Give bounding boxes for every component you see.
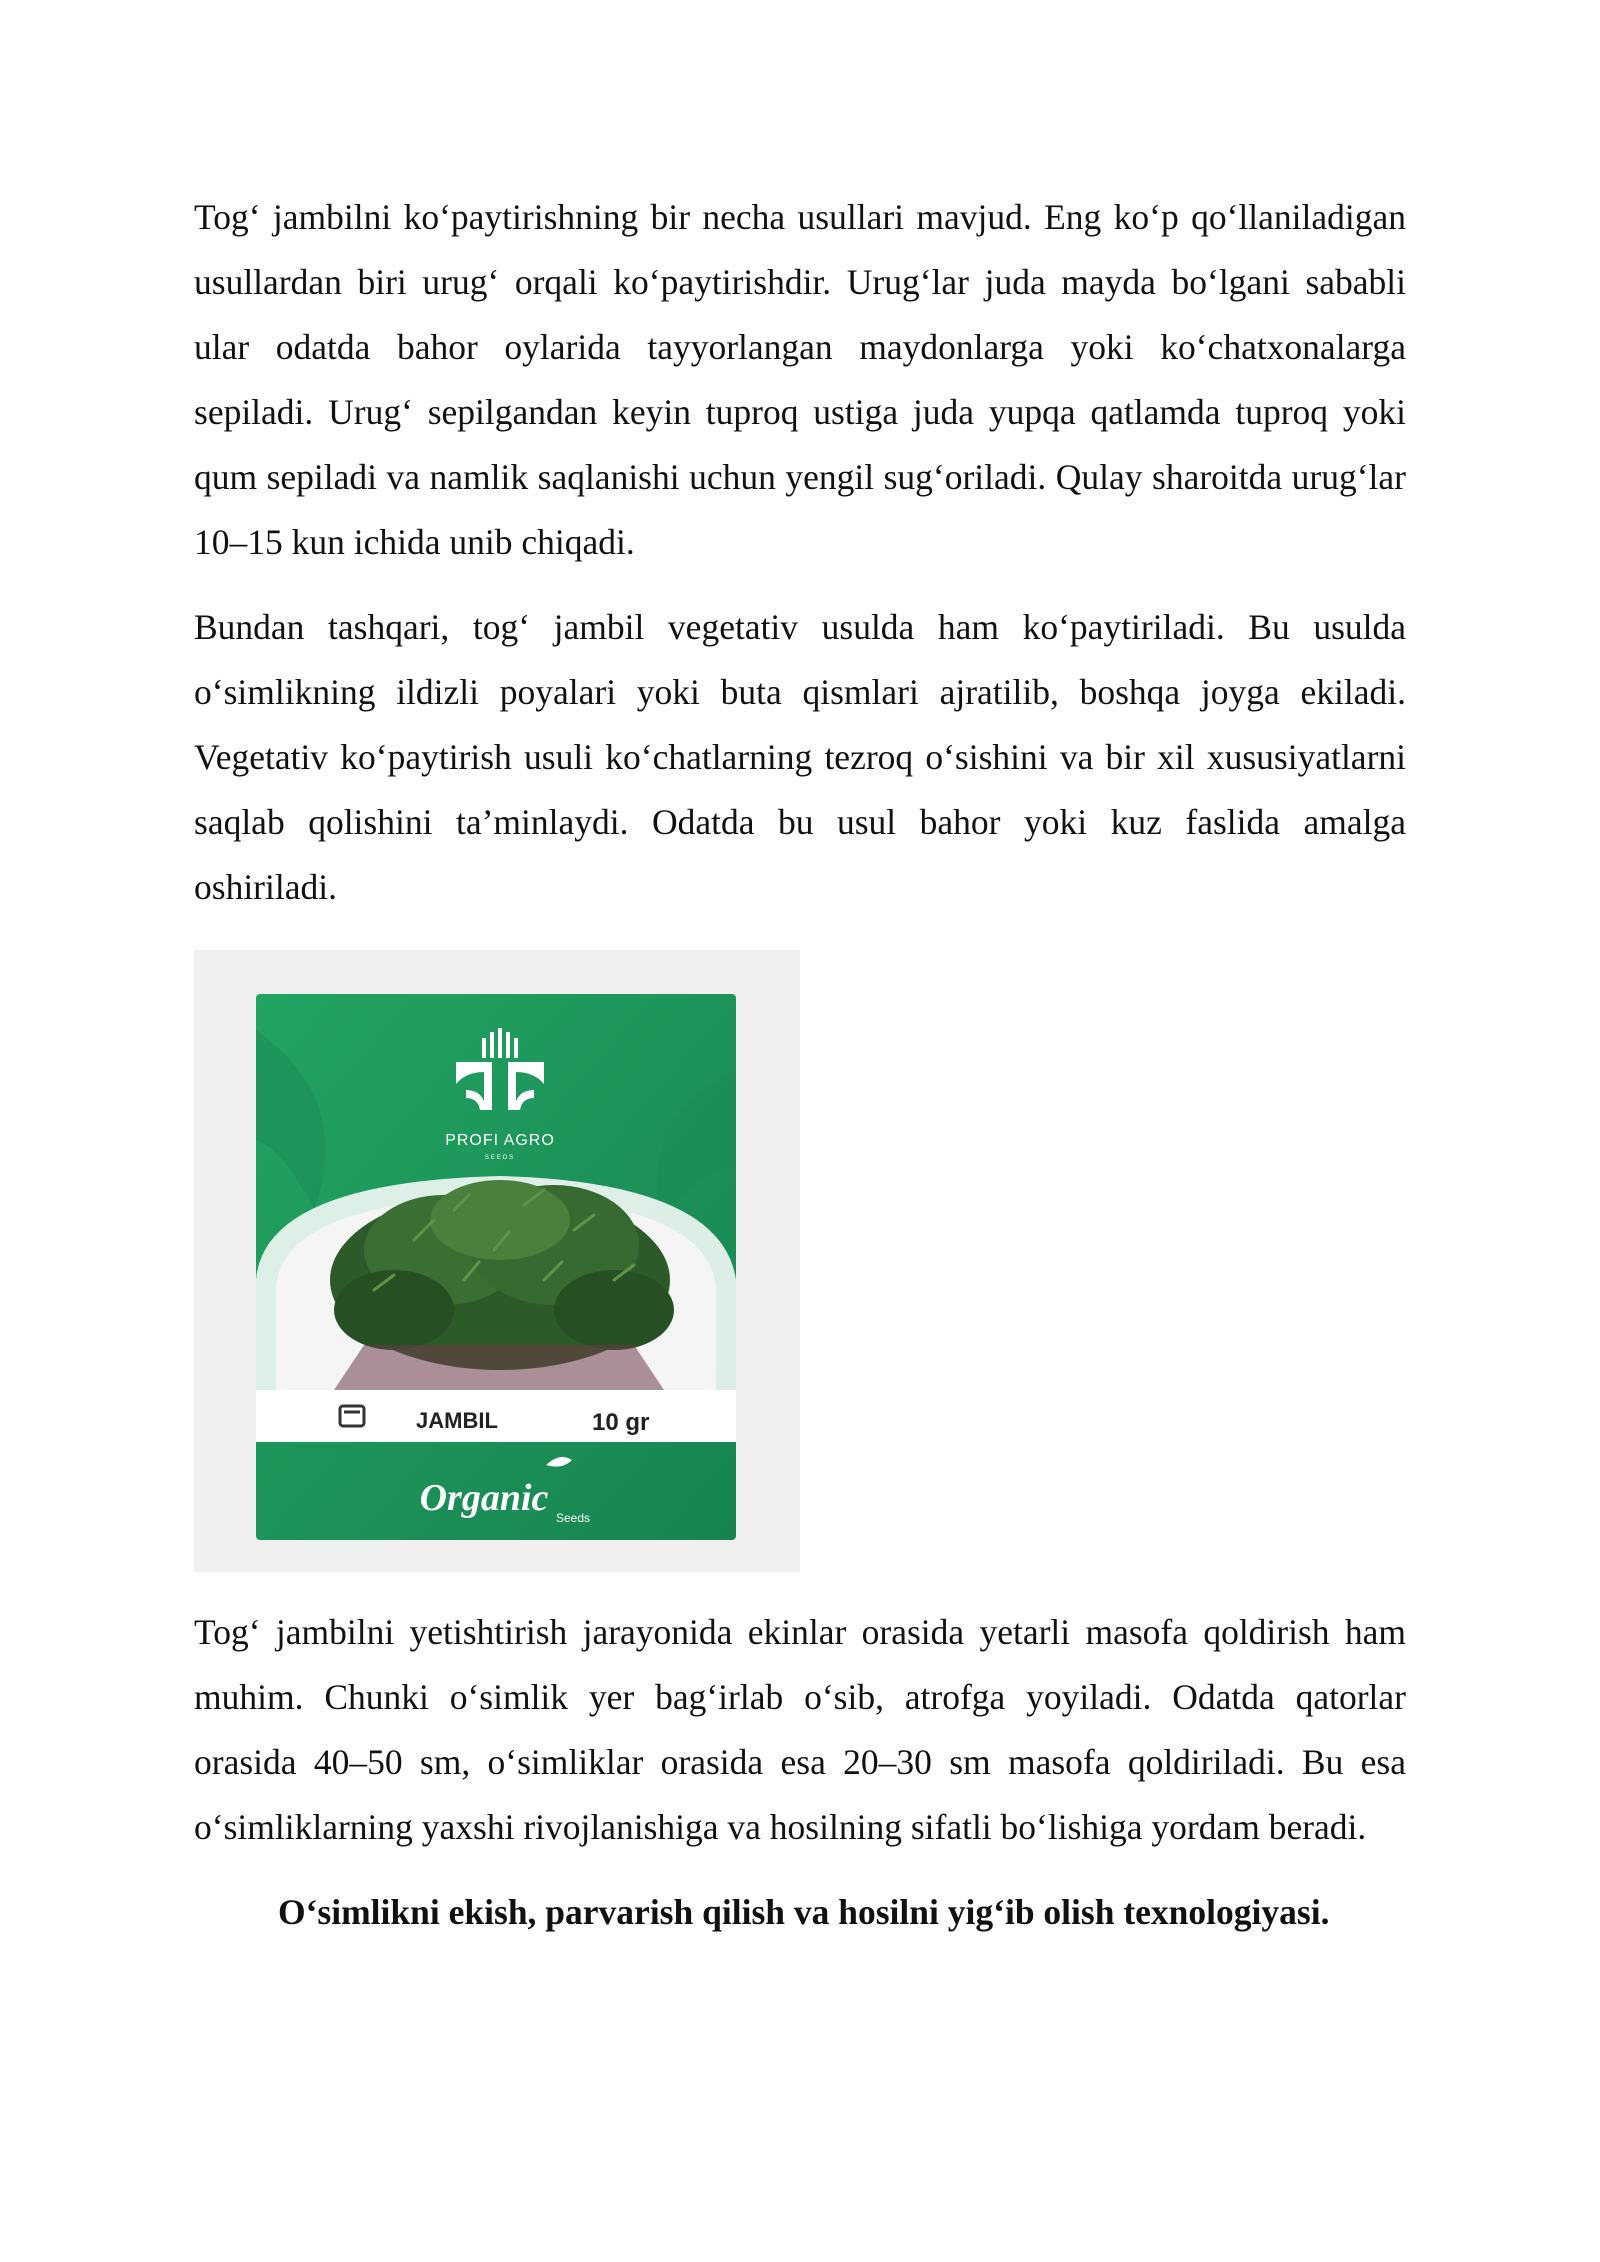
product-weight: 10 gr — [592, 1409, 650, 1436]
organic-sub-label: Seeds — [556, 1511, 591, 1525]
seed-packet-illustration — [194, 950, 800, 1572]
organic-logo: Organic — [419, 1477, 549, 1519]
brand-label: PROFI AGRO — [445, 1132, 555, 1149]
document-page — [194, 185, 1406, 1945]
paragraph-propagation-vegetative: Bundan tashqari, tog‘ jambil vegetativ usulda ham ko‘paytiriladi. Bu usulda o‘simlikning ildizli poyalari yoki buta qismlari ajratilib, boshqa joyga ekiladi. Vegetativ ko‘paytirish usuli ko‘chatlarning tezroq o‘sishini va bir xil xususiyatlarni saqlab qolishini ta’minlaydi. Odatda bu usul bahor yoki kuz faslida amalga oshiriladi. — [194, 607, 1406, 907]
seed-packet-photo — [194, 950, 800, 1572]
brand-sub-label: SEEDS — [484, 1155, 516, 1161]
paragraph-planting-distance: Tog‘ jambilni yetishtirish jarayonida ekinlar orasida yetarli masofa qoldirish ham muhim. Chunki o‘simlik yer bag‘irlab o‘sib, atrofga yoyiladi. Odatda qatorlar orasida 40–50 sm, o‘simliklar orasida esa 20–30 sm masofa qoldiriladi. Bu esa o‘simliklarning yaxshi rivojlanishiga va hosilning sifatli bo‘lishiga yordam beradi. — [194, 1612, 1406, 1847]
paragraph-propagation-seed: Tog‘ jambilni ko‘paytirishning bir necha usullari mavjud. Eng ko‘p qo‘llaniladigan usullardan biri urug‘ orqali ko‘paytirishdir. Urug‘lar juda mayda bo‘lgani sababli ular odatda bahor oylarida tayyorlangan maydonlarga yoki ko‘chatxonalarga sepiladi. Urug‘ sepilgandan keyin tuproq ustiga juda yupqa qatlamda tuproq yoki qum sepiladi va namlik saqlanishi uchun yengil sug‘oriladi. Qulay sharoitda urug‘lar 10–15 kun ichida unib chiqadi. — [194, 197, 1406, 562]
product-name: JAMBIL — [416, 1408, 498, 1433]
section-heading: O‘simlikni ekish, parvarish qilish va hosilni yig‘ib olish texnologiyasi. — [278, 1892, 1330, 1932]
